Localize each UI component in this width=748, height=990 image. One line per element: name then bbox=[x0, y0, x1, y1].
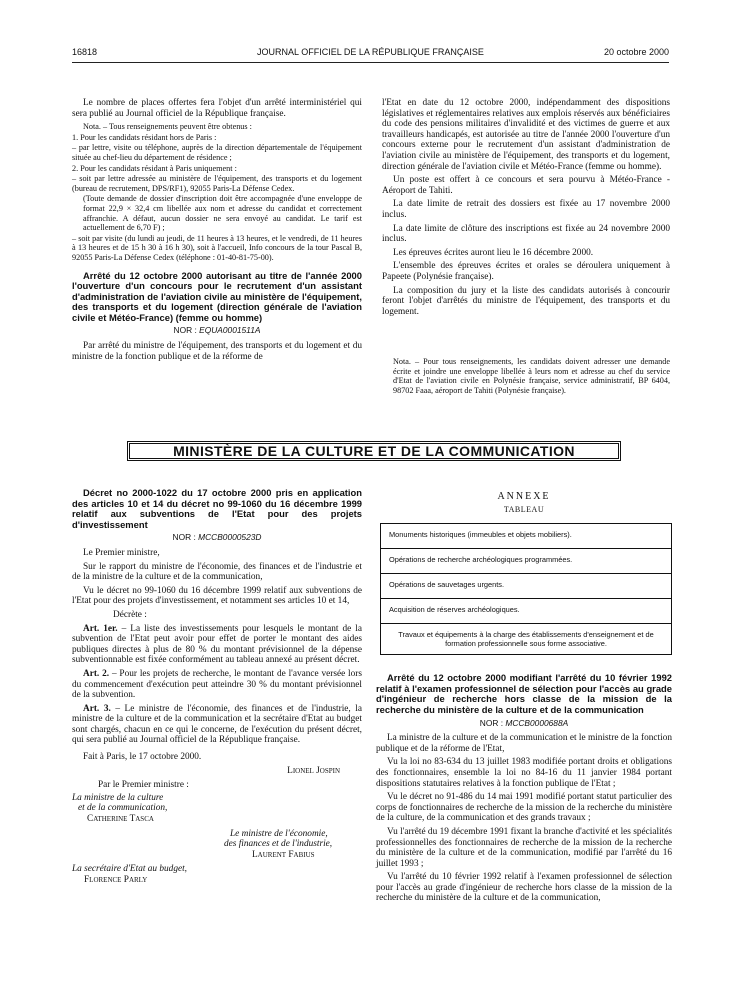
nota-item: – soit par visite (du lundi au jeudi, de 11 heures à 13 heures, et le vendredi, de 11 heures à 13 heures et de 15 h 30 à 16 h 30), soit à l'accueil, Info concours de la tour Pascal B, 92055 Paris-La Défense Cedex (téléphone : 01-40-81-75-00). bbox=[72, 233, 362, 262]
paragraph: Vu la loi no 83-634 du 13 juillet 1983 modifiée portant droits et obligations des fonctionnaires, ensemble la loi no 84-16 du 11 janvier 1984 portant dispositions statutaires relatives à la fonction publique de l'Etat ; bbox=[376, 757, 672, 789]
paragraph: Le Premier ministre, bbox=[83, 547, 160, 558]
bottom-right-column bbox=[376, 492, 672, 907]
header-rule bbox=[72, 62, 669, 63]
paragraph: Vu le décret no 99-1060 du 16 décembre 1999 relatif aux subventions de l'Etat pour des projets d'investissement, et notamment ses articles 10 et 14, bbox=[72, 585, 362, 607]
nor-code: MCCB0000523D bbox=[198, 532, 262, 543]
ministry-banner: MINISTÈRE DE LA CULTURE ET DE LA COMMUNICATION bbox=[127, 441, 621, 461]
signatory-name: Catherine Tasca bbox=[87, 814, 154, 825]
paragraph: Un poste est offert à ce concours et sera pourvu à Météo-France - Aéroport de Tahiti. bbox=[382, 175, 670, 196]
nor-label: NOR : bbox=[172, 532, 196, 543]
article-text: – Pour les projets de recherche, le montant de l'avance versée lors du commencement d'exécution peut atteindre 30 % du montant prévisionnel de la subvention. bbox=[72, 668, 363, 701]
signatory-name: Florence Parly bbox=[84, 875, 148, 885]
page-header bbox=[72, 47, 669, 61]
signature-pm: Lionel Jospin bbox=[287, 765, 340, 776]
signatory-title: La secrétaire d'Etat au budget, bbox=[72, 864, 187, 875]
signatory-title: des finances et de l'industrie, bbox=[224, 839, 333, 850]
nota-text: Nota. – Pour tous renseignements, les candidats doivent adresser une demande écrite et joindre une enveloppe libellée à leurs nom et adresse au chef du service d'Etat de l'aviation civile en Polynésie française, service administratif, BP 6404, 98702 Faaa, aéroport de Tahiti (Polynésie française). bbox=[393, 357, 670, 396]
table-row: Travaux et équipements à la charge des établissements d'enseignement et de formation professionnelle sous forme associative. bbox=[398, 630, 654, 649]
annex-table bbox=[380, 523, 672, 655]
nota-item: 1. Pour les candidats résidant hors de Paris : bbox=[72, 132, 217, 142]
article-text: – Le ministre de l'économie, des finances et de l'industrie, la ministre de la culture et de la communication et la secrétaire d'Etat au budget sont chargés, chacun en ce qui le concerne, de l'exécution du présent décret, qui sera publié au Journal officiel de la République française. bbox=[72, 703, 362, 746]
nota-item: 2. Pour les candidats résidant à Paris uniquement : bbox=[72, 163, 237, 173]
article-title: Arrêté du 12 octobre 2000 modifiant l'arrêté du 10 février 1992 relatif à l'examen professionnel de sélection pour l'accès au grade d'ingénieur de recherche hors classe de la mission de la recherche du ministère de la culture et de la communication bbox=[376, 672, 672, 715]
article-title: Arrêté du 12 octobre 2000 autorisant au titre de l'année 2000 l'ouverture d'un concours pour le recrutement d'un assistant d'administration de l'aviation civile au ministère de l'équipement, des transports et du logement (direction générale de l'aviation civile et Météo-France) (femme ou homme) bbox=[72, 269, 362, 323]
paragraph: Vu l'arrêté du 10 février 1992 relatif à l'examen professionnel de sélection pour l'accès au grade d'ingénieur de recherche hors classe de la mission de la recherche du ministère de la culture et de la communication, bbox=[376, 872, 672, 904]
fait-line: Fait à Paris, le 17 octobre 2000. bbox=[83, 752, 202, 763]
paragraph: Par arrêté du ministre de l'équipement, des transports et du logement et du ministre de la fonction publique et de la réforme de bbox=[72, 341, 362, 362]
decree-title: Décret no 2000-1022 du 17 octobre 2000 pris en application des articles 10 et 14 du décret no 99-1060 du 16 décembre 1999 relatif aux subventions de l'Etat pour des projets d'investissement bbox=[72, 487, 362, 530]
article-1 bbox=[72, 624, 362, 666]
signatory-name: Laurent Fabius bbox=[252, 849, 315, 860]
paragraph: Vu l'arrêté du 19 décembre 1991 fixant la branche d'activité et les spécialités professionnelles des fonctionnaires de recherche de la mission de la recherche du ministère de la culture et de la communication, modifié par l'arrêté du 16 juillet 1993 ; bbox=[376, 826, 672, 869]
nor-reference bbox=[72, 532, 362, 543]
top-right-column bbox=[382, 98, 670, 397]
nor-reference bbox=[72, 325, 362, 336]
paragraph: Vu le décret no 91-486 du 14 mai 1991 modifié portant statut particulier des corps de fonctionnaires de recherche de la mission de la recherche du ministère de la culture, de la communication et des grands travaux ; bbox=[376, 792, 672, 824]
signatory-title: La ministre de la culture bbox=[72, 792, 164, 803]
paragraph: l'Etat en date du 12 octobre 2000, indépendamment des dispositions législatives et réglementaires relatives aux emplois réservés aux bénéficiaires du code des pensions militaires d'invalidité et des victimes de guerre et aux travailleurs handicapés, est autorisée au titre de l'année 2000 l'ouverture d'un concours externe pour le recrutement d'un assistant d'administration de l'aviation civile au ministère de l'équipement, des transports et du logement, direction générale de l'aviation civile et Météo-France (femme ou homme). bbox=[382, 98, 670, 172]
annex-subtitle: TABLEAU bbox=[503, 504, 545, 514]
article-label: Art. 3. bbox=[83, 703, 111, 714]
article-3 bbox=[72, 704, 362, 746]
annex-title: ANNEXE bbox=[497, 491, 551, 502]
table-row: Opérations de recherche archéologiques programmées. bbox=[381, 549, 671, 574]
paragraph: Les épreuves écrites auront lieu le 16 décembre 2000. bbox=[393, 247, 594, 258]
paragraph: Sur le rapport du ministre de l'économie, des finances et de l'industrie et de la ministre de la culture et de la communication, bbox=[72, 561, 362, 583]
par-line: Par le Premier ministre : bbox=[98, 780, 189, 791]
nota-item: – soit par lettre adressée au ministère de l'équipement, des transports et du logement (bureau de recrutement, DPS/RF1), 92055 Paris-La Défense Cedex. bbox=[72, 174, 362, 193]
nor-reference bbox=[376, 718, 672, 729]
article-label: Art. 2. bbox=[83, 668, 110, 679]
signatory-title: Le ministre de l'économie, bbox=[230, 828, 328, 839]
nota-item: – par lettre, visite ou téléphone, auprès de la direction départementale de l'équipement située au chef-lieu du département de résidence ; bbox=[72, 143, 362, 162]
nota-intro: Nota. – Tous renseignements peuvent être obtenus : bbox=[83, 122, 252, 132]
paragraph: La composition du jury et la liste des candidats autorisés à concourir feront l'objet d'arrêtés du ministre de l'équipement, des transports et du logement. bbox=[382, 285, 670, 317]
journal-title: JOURNAL OFFICIEL DE LA RÉPUBLIQUE FRANÇAISE bbox=[257, 47, 484, 57]
nota-block bbox=[382, 357, 670, 395]
paragraph: La date limite de clôture des inscriptions est fixée au 24 novembre 2000 inclus. bbox=[382, 223, 670, 245]
paragraph: La ministre de la culture et de la communication et le ministre de la fonction publique et de la réforme de l'Etat, bbox=[376, 733, 672, 754]
table-row: Acquisition de réserves archéologiques. bbox=[381, 599, 671, 624]
signatory-title: et de la communication, bbox=[78, 803, 168, 814]
nor-code: EQUA0001511A bbox=[199, 325, 261, 336]
article-text: – La liste des investissements pour lesquels le montant de la subvention de l'Etat peut avoir pour effet de porter le montant des aides publiques directes à plus de 80 % du montant prévisionnel de la dépense subventionnable est fixée conformément au tableau annexé au présent décret. bbox=[72, 623, 362, 666]
nor-label: NOR : bbox=[173, 325, 197, 336]
top-left-column bbox=[72, 98, 362, 365]
article-2 bbox=[72, 669, 362, 701]
nor-code: MCCB0000688A bbox=[505, 717, 569, 728]
bottom-left-column bbox=[72, 488, 362, 890]
nor-label: NOR : bbox=[479, 717, 504, 728]
page-number: 16818 bbox=[72, 47, 98, 57]
article-label: Art. 1er. bbox=[83, 623, 118, 634]
issue-date: 20 octobre 2000 bbox=[603, 47, 669, 57]
paragraph: L'ensemble des épreuves écrites et orales se déroulera uniquement à Papeete (Polynésie française). bbox=[382, 261, 670, 282]
nota-item: (Toute demande de dossier d'inscription doit être accompagnée d'une enveloppe de format 22,9 × 32,4 cm libellée aux nom et adresse du candidat et correctement affranchie. A défaut, aucun dossier ne sera envoyé au candidat. Le tarif est actuellement de 6,70 F) ; bbox=[83, 194, 362, 233]
paragraph: La date limite de retrait des dossiers est fixée au 17 novembre 2000 inclus. bbox=[382, 199, 670, 220]
table-row: Opérations de sauvetages urgents. bbox=[381, 574, 671, 599]
table-row: Monuments historiques (immeubles et objets mobiliers). bbox=[381, 524, 671, 549]
paragraph: Le nombre de places offertes fera l'objet d'un arrêté interministériel qui sera publié au Journal officiel de la République française. bbox=[72, 98, 362, 119]
decrete-line: Décrète : bbox=[113, 609, 147, 620]
nota-block bbox=[72, 122, 362, 262]
